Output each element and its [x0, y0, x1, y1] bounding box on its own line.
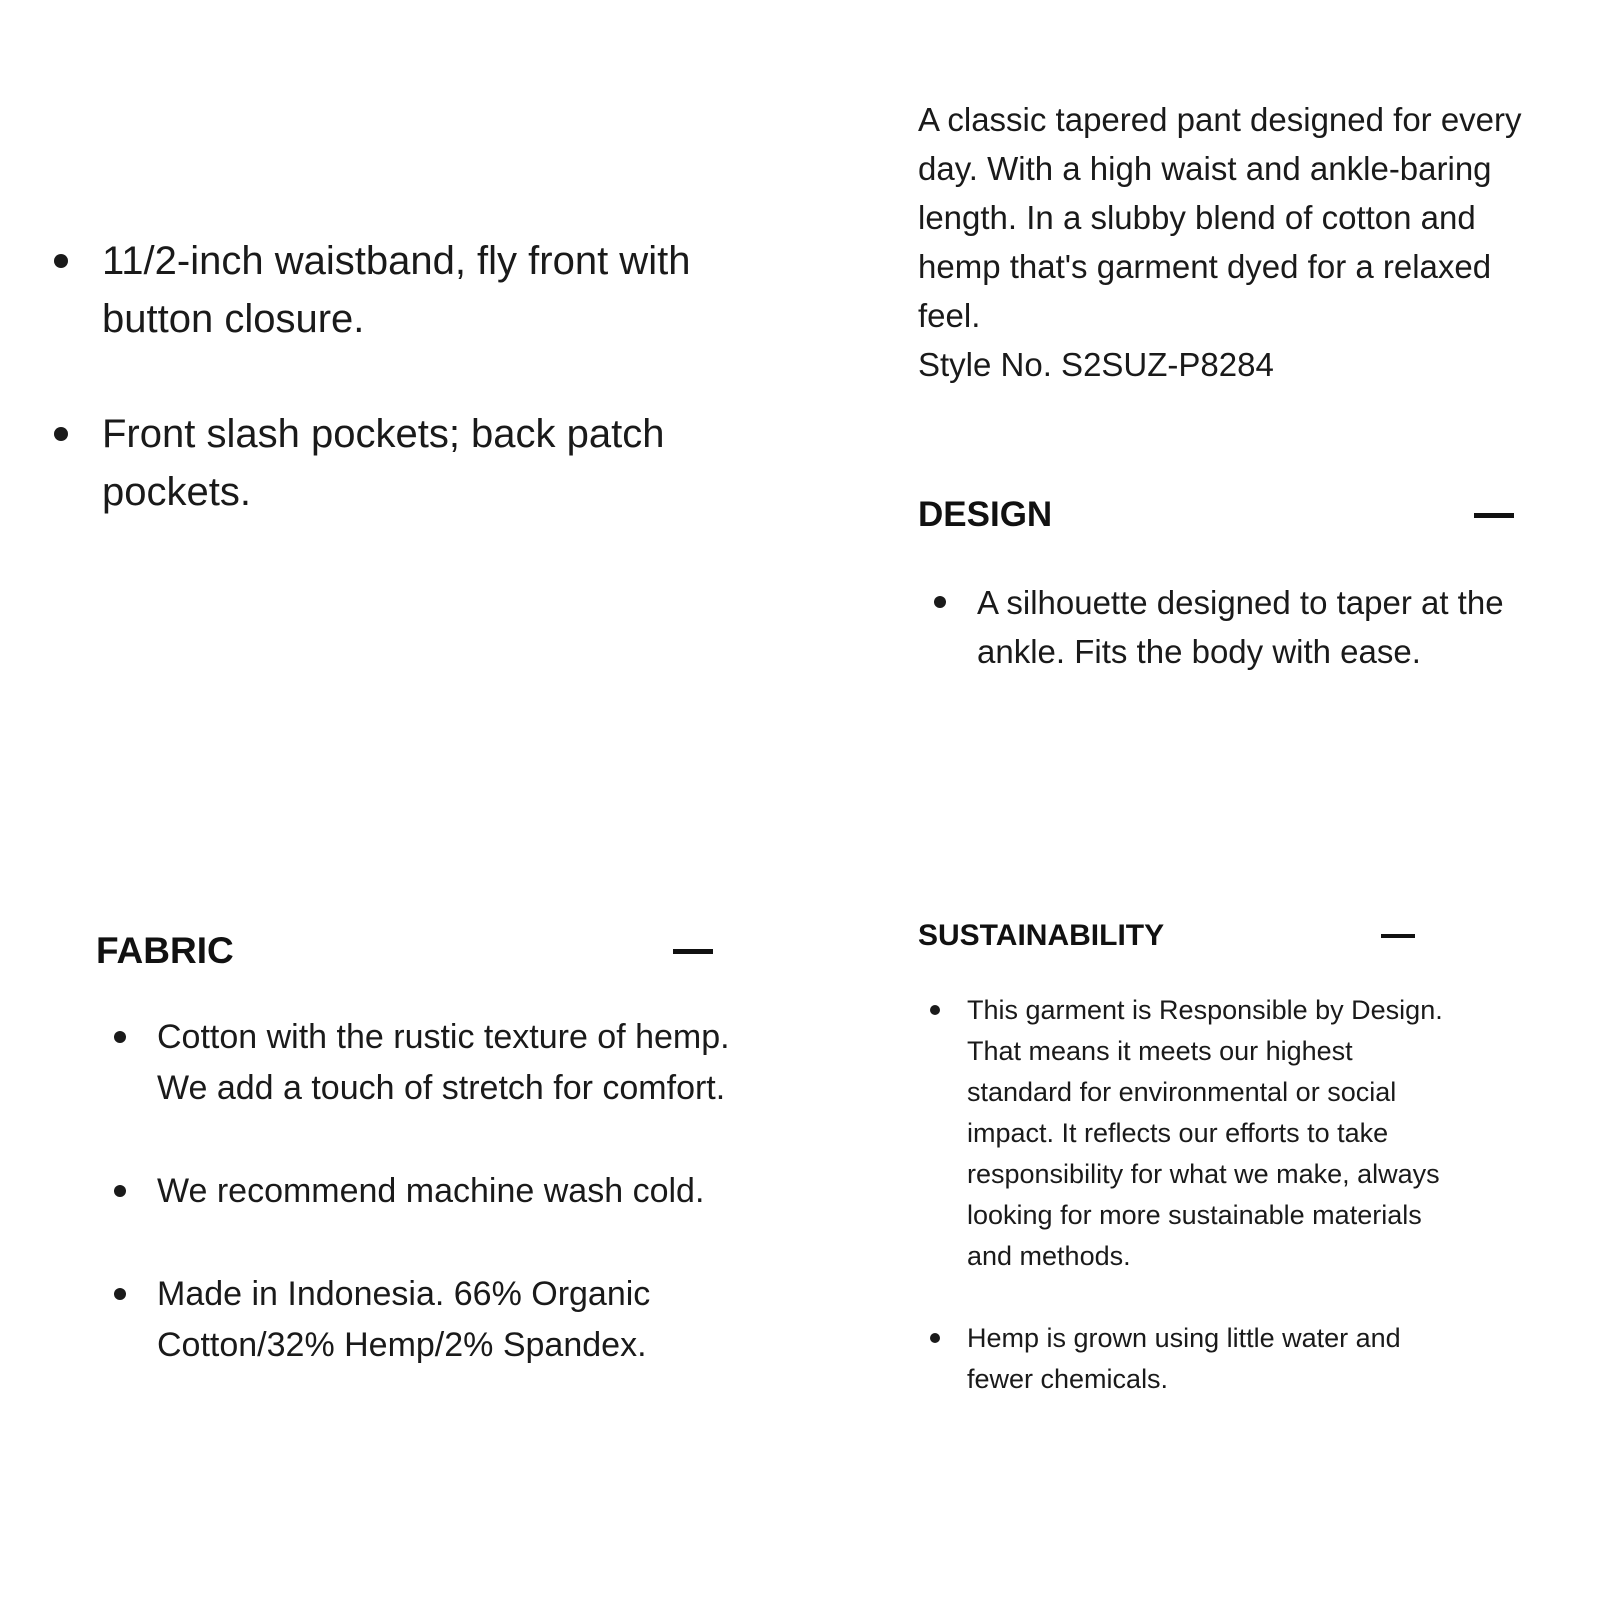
bullet-icon	[934, 596, 946, 608]
sustainability-item-text: This garment is Responsible by Design. That means it meets our highest standard for environmental or social impact. It reflects our efforts to take responsibility for what we make, always looking for more sustainable materials and methods.	[967, 995, 1443, 1271]
list-item	[930, 1318, 1450, 1400]
fabric-item-text: Made in Indonesia. 66% Organic Cotton/32% Hemp/2% Spandex.	[157, 1275, 651, 1364]
sustainability-section-title: SUSTAINABILITY	[918, 919, 1165, 952]
fabric-section-header[interactable]	[96, 926, 713, 976]
list-item	[114, 1012, 734, 1114]
fabric-item-text: Cotton with the rustic texture of hemp. We add a touch of stretch for comfort.	[157, 1018, 730, 1107]
bullet-icon	[54, 427, 68, 441]
list-item	[930, 990, 1450, 1277]
design-item-text: A silhouette designed to taper at the ankle. Fits the body with ease.	[977, 584, 1504, 670]
sustainability-list	[930, 990, 1450, 1441]
list-item	[934, 578, 1514, 676]
sustainability-collapse-minus-icon[interactable]	[1381, 934, 1415, 938]
fabric-collapse-minus-icon[interactable]	[673, 949, 713, 954]
list-item	[50, 405, 740, 521]
fabric-section-title: FABRIC	[96, 930, 234, 971]
bullet-icon	[930, 1333, 940, 1343]
design-section-title: DESIGN	[918, 495, 1053, 534]
feature-text: Front slash pockets; back patch pockets.	[102, 412, 665, 514]
list-item	[114, 1166, 734, 1217]
list-item	[50, 232, 740, 348]
design-section-header[interactable]	[918, 490, 1514, 540]
bullet-icon	[54, 254, 68, 268]
sustainability-section-header[interactable]	[918, 916, 1415, 956]
list-item	[114, 1269, 734, 1371]
product-description	[918, 95, 1538, 389]
features-list	[50, 232, 740, 578]
bullet-icon	[114, 1288, 126, 1300]
fabric-item-text: We recommend machine wash cold.	[157, 1172, 705, 1210]
fabric-list	[114, 1012, 734, 1423]
description-text: A classic tapered pant designed for every day. With a high waist and ankle-baring length. In a slubby blend of cotton and hemp that's garment dyed for a relaxed feel.	[918, 101, 1522, 334]
feature-text: 11/2-inch waistband, fly front with button closure.	[102, 239, 691, 341]
bullet-icon	[114, 1031, 126, 1043]
sustainability-item-text: Hemp is grown using little water and fewer chemicals.	[967, 1323, 1401, 1394]
style-number: Style No. S2SUZ-P8284	[918, 346, 1274, 383]
design-list	[934, 578, 1514, 676]
bullet-icon	[930, 1005, 940, 1015]
design-collapse-minus-icon[interactable]	[1474, 513, 1514, 518]
bullet-icon	[114, 1185, 126, 1197]
